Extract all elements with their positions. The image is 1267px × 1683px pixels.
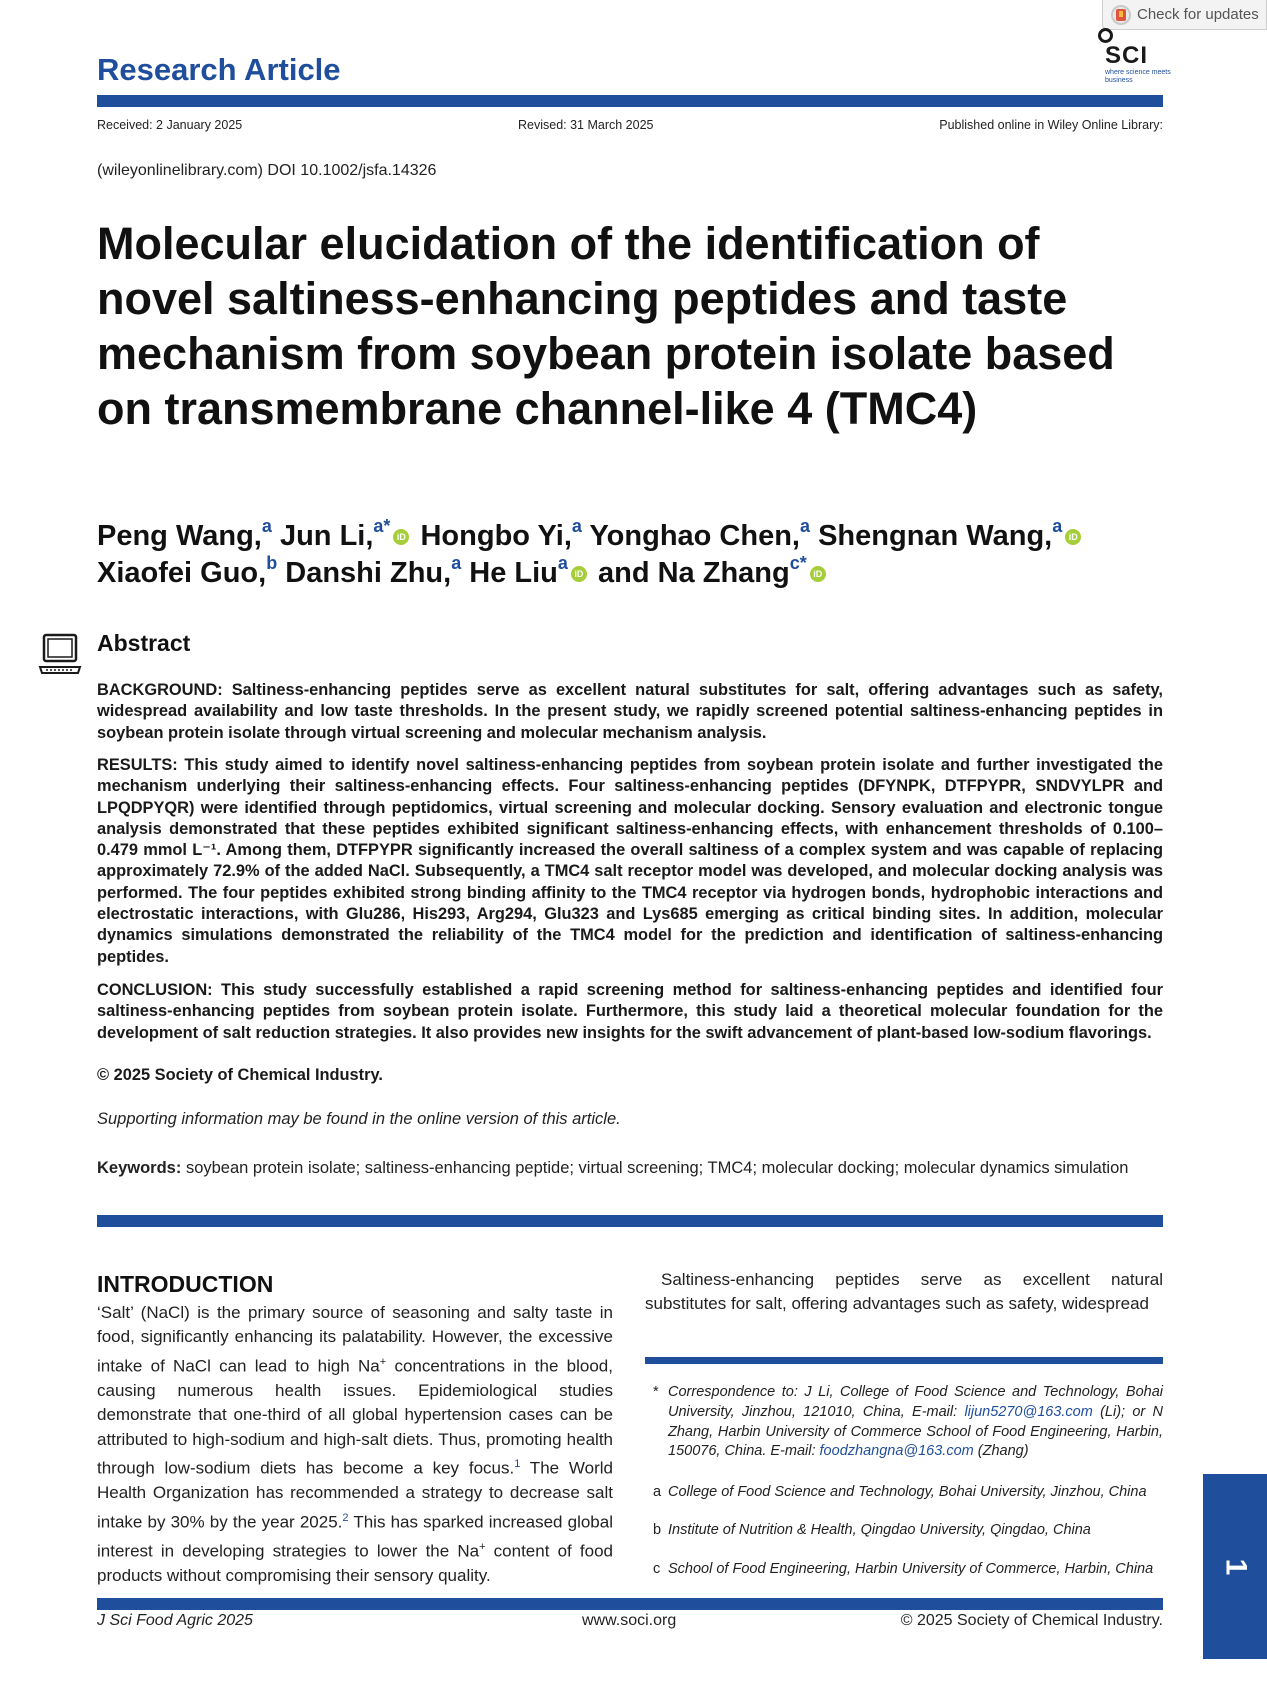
abstract-heading: Abstract xyxy=(97,630,191,656)
affiliation-b xyxy=(645,1521,1163,1541)
footer-copyright: © 2025 Society of Chemical Industry. xyxy=(900,1612,1163,1629)
affiliation-marker: b xyxy=(266,553,278,573)
journal-citation: J Sci Food Agric 2025 xyxy=(97,1612,253,1629)
email-link[interactable]: lijun5270@163.com xyxy=(964,1403,1093,1420)
reference-link[interactable]: 2 xyxy=(342,1511,349,1524)
footnote-label: a xyxy=(653,1484,662,1500)
logo-tagline: where science meets business xyxy=(1105,69,1171,84)
revised-date: Revised: 31 March 2025 xyxy=(518,118,654,132)
affiliation-marker: a xyxy=(571,516,582,536)
article-title: Molecular elucidation of the identification of novel saltiness-enhancing peptides and taste mechanism from soybean protein isolate based on transmembrane channel-like 4 (TMC4) xyxy=(97,218,1115,434)
orcid-icon[interactable]: iD xyxy=(393,529,409,545)
introduction-heading: INTRODUCTION xyxy=(97,1271,274,1297)
abstract-results: RESULTS: This study aimed to identify novel saltiness-enhancing peptides from soybean protein isolate and further investigated the mechanism underlying their saltiness-enhancing effects. Four saltiness-enhancing peptides (DFYNPK, DTFPYPR, SNDVYLPR and LPQDPYQR) were identified through peptidomics, virtual screening and molecular docking. Sensory evaluation and electronic tongue analysis demonstrated that these peptides exhibited significant saltiness-enhancing effects, with enhancement thresholds of 0.100–0.479 mmol L⁻¹. Among them, DTFPYPR significantly increased the overall saltiness of a complex system and was capable of replacing approximately 72.9% of the added NaCl. Subsequently, a TMC4 salt receptor model was developed, and molecular docking analysis was performed. The four peptides exhibited strong binding affinity to the TMC4 receptor via hydrogen bonds, hydrophobic interactions and electrostatic interactions, with Glu286, His293, Arg294, Glu323 and Lys685 emerging as critical binding sites. In addition, molecular dynamics simulations demonstrated the reliability of the TMC4 model for the prediction and identification of saltiness-enhancing peptides. xyxy=(97,756,1163,966)
email-link[interactable]: foodzhangna@163.com xyxy=(819,1443,974,1460)
orcid-icon[interactable]: iD xyxy=(571,566,587,582)
correspondence-footnote xyxy=(645,1383,1163,1462)
abstract-conclusion: CONCLUSION: This study successfully established a rapid screening method for saltiness-enhancing peptides and identified four saltiness-enhancing peptides from soybean protein isolate. Furthermore, this study laid a theoretical molecular foundation for the development of salt reduction strategies. It also provides new insights for the swift advancement of plant-based low-sodium flavorings. xyxy=(97,981,1163,1042)
intro-text: The World Health Organization has recommended a strategy to decrease salt intake by 30% by the year 2025. xyxy=(97,1458,613,1532)
affiliation-marker: a xyxy=(261,516,272,536)
sci-logo xyxy=(1095,26,1170,88)
footnote-rule xyxy=(645,1357,1163,1364)
abstract-background: BACKGROUND: Saltiness-enhancing peptides serve as excellent natural substitutes for salt, offering advantages such as safety, widespread availability and low taste thresholds. In the present study, we rapidly screened potential saltiness-enhancing peptides in soybean protein isolate through virtual screening and molecular mechanism analysis. xyxy=(97,681,1163,742)
author-name: Jun Li, xyxy=(279,520,374,552)
author-name: Shengnan Wang, xyxy=(818,520,1053,552)
logo-circle-icon xyxy=(1098,28,1113,43)
affiliation-text: School of Food Engineering, Harbin University of Commerce, Harbin, China xyxy=(668,1561,1154,1577)
affiliation-marker: a xyxy=(1052,516,1063,536)
keywords xyxy=(97,1158,1163,1179)
author-list-line-1 xyxy=(97,516,1084,553)
footnote-text: (Li); or N Zhang, Harbin University of Commerce School of Food Engineering, Harbin, 150076, China. E-mail: xyxy=(668,1403,1163,1460)
affiliation-a xyxy=(645,1483,1163,1503)
footnote-label: * xyxy=(653,1384,659,1400)
author-name: Peng Wang, xyxy=(97,520,262,552)
introduction-paragraph xyxy=(97,1301,613,1588)
abstract-copyright: © 2025 Society of Chemical Industry. xyxy=(97,1066,383,1084)
reference-link[interactable]: 1 xyxy=(514,1458,521,1471)
author-name: Danshi Zhu, xyxy=(285,557,452,589)
author-name: Yonghao Chen, xyxy=(589,520,800,552)
bookmark-icon xyxy=(1111,5,1131,25)
page-number: 1 xyxy=(1219,1558,1252,1575)
affiliation-marker: a xyxy=(557,553,568,573)
received-date: Received: 2 January 2025 xyxy=(97,118,243,132)
website-link[interactable]: www.soci.org xyxy=(582,1612,677,1629)
footnote-text: Correspondence to: J Li, College of Food Science and Technology, Bohai University, Jinzhou, 121010, China, E-mail: xyxy=(668,1384,1163,1420)
orcid-icon[interactable]: iD xyxy=(810,566,826,582)
author-list-line-2 xyxy=(97,553,829,590)
published-info: Published online in Wiley Online Library: xyxy=(939,118,1163,132)
superscript-plus: + xyxy=(379,1355,387,1368)
article-type: Research Article xyxy=(97,52,341,87)
doi[interactable]: (wileyonlinelibrary.com) DOI 10.1002/jsfa.14326 xyxy=(97,162,437,179)
orcid-icon[interactable]: iD xyxy=(1065,529,1081,545)
page-number-tab xyxy=(1203,1474,1267,1659)
author-name: and Na Zhang xyxy=(597,557,790,589)
supporting-info-note: Supporting information may be found in the online version of this article. xyxy=(97,1110,621,1128)
affiliation-marker: a* xyxy=(373,516,391,536)
check-for-updates-label: Check for updates xyxy=(1137,6,1259,23)
footnote-text: (Zhang) xyxy=(973,1443,1029,1460)
author-name: Xiaofei Guo, xyxy=(97,557,267,589)
affiliation-text: College of Food Science and Technology, Bohai University, Jinzhou, China xyxy=(668,1484,1147,1500)
keywords-label: Keywords: xyxy=(97,1159,182,1177)
superscript-plus: + xyxy=(479,1540,486,1553)
right-column-paragraph: Saltiness-enhancing peptides serve as excellent natural substitutes for salt, offering advantages such as safety, widespread xyxy=(645,1270,1163,1314)
keywords-text: soybean protein isolate; saltiness-enhancing peptide; virtual screening; TMC4; molecular docking; molecular dynamics simulation xyxy=(181,1159,1129,1177)
intro-text: ‘Salt’ (NaCl) is the primary source of seasoning and salty taste in food, significantly enhancing its palatability. However, the excessive intake of NaCl can lead to high Na xyxy=(97,1303,613,1376)
affiliation-c xyxy=(645,1560,1163,1580)
intro-text: concentrations in the blood, causing numerous health issues. Epidemiological studies demonstrate that one-third of all global hypertension cases can be attributed to high-sodium and high-salt diets. Thus, promoting health through low-sodium diets has become a key focus. xyxy=(97,1356,613,1478)
footer-rule xyxy=(97,1598,1163,1610)
logo-wordmark: SCI xyxy=(1105,42,1149,69)
laptop-icon xyxy=(38,633,82,677)
affiliation-marker: a xyxy=(451,553,462,573)
intro-text: This has sparked increased global interest in developing strategies to lower the Na xyxy=(97,1512,613,1561)
affiliation-marker: c* xyxy=(789,553,807,573)
affiliation-marker: a xyxy=(800,516,811,536)
intro-text: content of food products without compromising their sensory quality. xyxy=(97,1541,613,1585)
author-name: He Liu xyxy=(469,557,558,589)
footnote-label: b xyxy=(653,1522,662,1538)
abstract-end-rule xyxy=(97,1215,1163,1227)
header-rule xyxy=(97,95,1163,107)
author-name: Hongbo Yi, xyxy=(420,520,572,552)
footnote-label: c xyxy=(653,1561,661,1577)
affiliation-text: Institute of Nutrition & Health, Qingdao University, Qingdao, China xyxy=(668,1522,1091,1538)
